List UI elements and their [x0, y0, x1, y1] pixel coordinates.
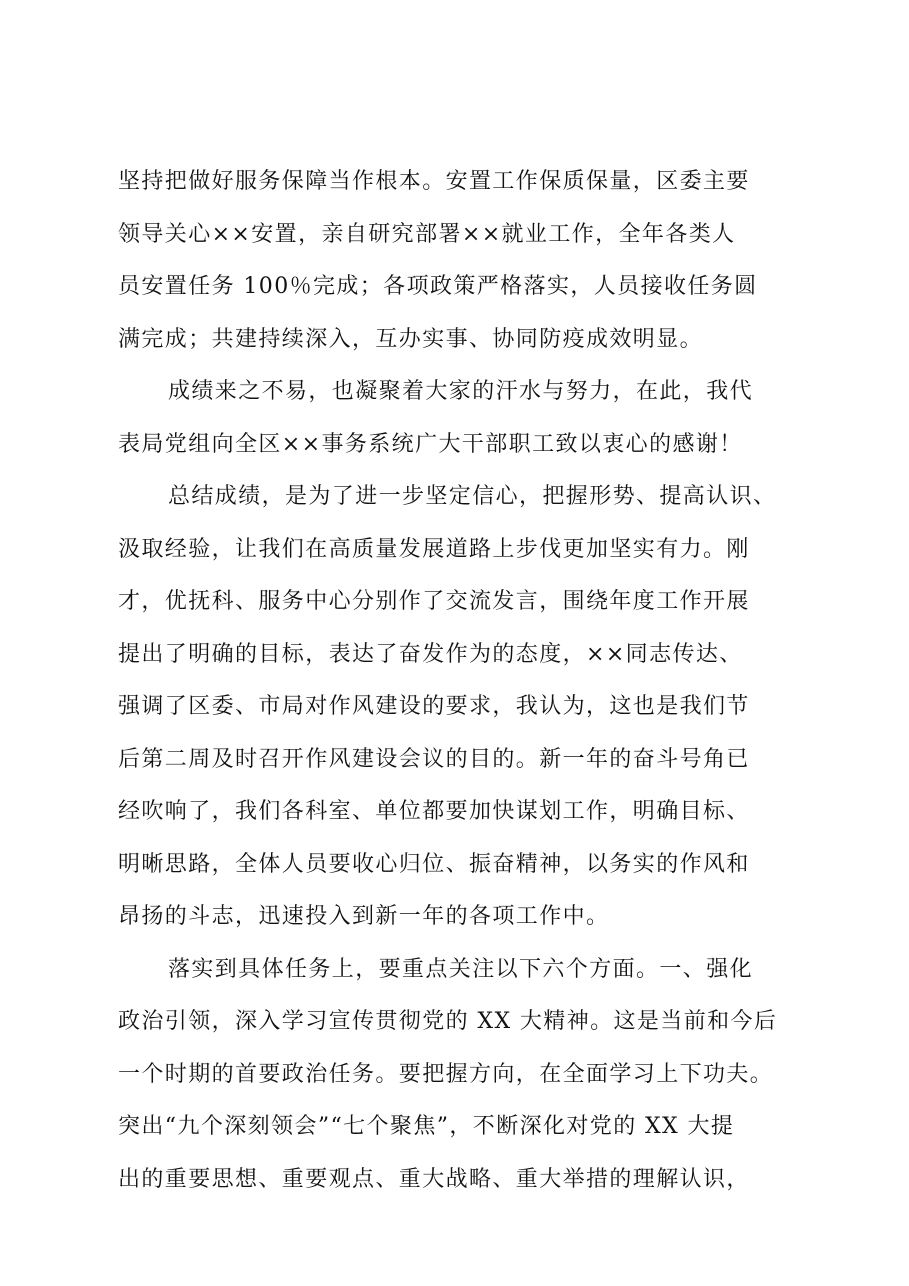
text-line: 强调了区委、市局对作风建设的要求，我认为，这也是我们节 — [118, 694, 750, 719]
text-line: 领导关心××安置，亲自研究部署××就业工作，全年各类人 — [118, 221, 736, 247]
text-line: 突出“九个深刻领会”“七个聚焦”，不断深化对党的 XX 大提 — [118, 1114, 735, 1139]
text-line: 后第二周及时召开作风建设会议的目的。新一年的奋斗号角已 — [118, 746, 750, 772]
text-line: 员安置任务 100％完成；各项政策严格落实，人员接收任务圆 — [118, 274, 758, 299]
text-line: 汲取经验，让我们在高质量发展道路上步伐更加坚实有力。刚 — [118, 536, 750, 562]
text-line: 明晰思路，全体人员要收心归位、振奋精神，以务实的作风和 — [118, 851, 750, 877]
text-line: 政治引领，深入学习宣传贯彻党的 XX 大精神。这是当前和今后 — [118, 1009, 778, 1034]
paragraph-first-line: 落实到具体任务上，要重点关注以下六个方面。一、强化 — [168, 956, 754, 982]
text-line: 经吹响了，我们各科室、单位都要加快谋划工作，明确目标、 — [118, 799, 750, 824]
document-body — [118, 156, 798, 1206]
text-line: 昂扬的斗志，迅速投入到新一年的各项工作中。 — [118, 904, 610, 929]
text-line: 才，优抚科、服务中心分别作了交流发言，围绕年度工作开展 — [118, 589, 750, 614]
text-line: 满完成；共建持续深入，互办实事、协同防疫成效明显。 — [118, 326, 704, 352]
text-line: 表局党组向全区××事务系统广大干部职工致以衷心的感谢！ — [118, 431, 743, 457]
text-line: 一个时期的首要政治任务。要把握方向，在全面学习上下功夫。 — [118, 1061, 774, 1087]
paragraph-first-line: 成绩来之不易，也凝聚着大家的汗水与努力，在此，我代 — [168, 379, 754, 404]
text-line: 提出了明确的目标，表达了奋发作为的态度，××同志传达、 — [118, 641, 743, 667]
text-line: 坚持把做好服务保障当作根本。安置工作保质保量，区委主要 — [118, 169, 750, 194]
text-line: 出的重要思想、重要观点、重大战略、重大举措的理解认识， — [118, 1166, 750, 1192]
paragraph-first-line: 总结成绩，是为了进一步坚定信心，把握形势、提高认识、 — [168, 484, 777, 509]
